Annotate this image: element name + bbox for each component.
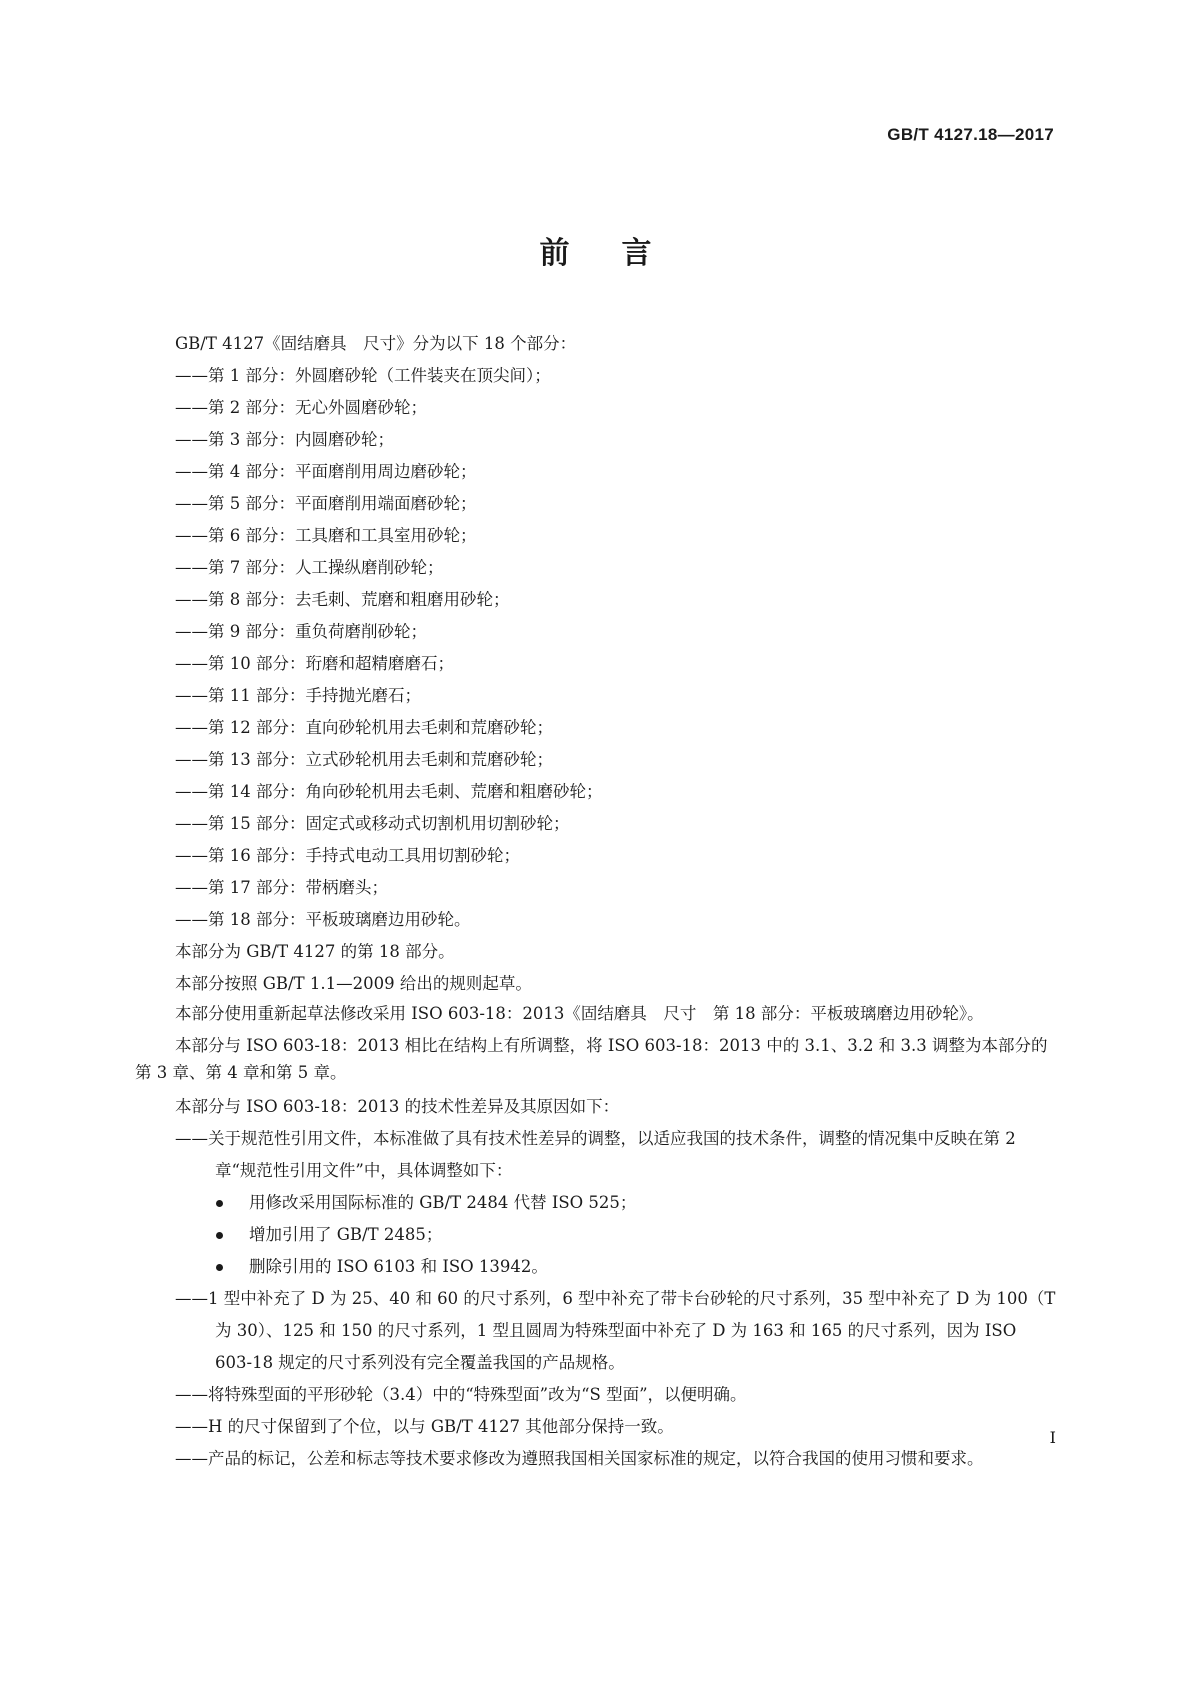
list-item: ——第 12 部分：直向砂轮机用去毛刺和荒磨砂轮； — [175, 718, 553, 737]
list-item: ——第 15 部分：固定式或移动式切割机用切割砂轮； — [175, 814, 570, 833]
list-item: ——第 3 部分：内圆磨砂轮； — [175, 430, 394, 449]
paragraph-technical-differences: 本部分与 ISO 603-18：2013 的技术性差异及其原因如下： — [175, 1097, 620, 1116]
page-title: 前言 — [539, 236, 704, 271]
bullet-text: 删除引用的 ISO 6103 和 ISO 13942。 — [249, 1257, 548, 1276]
paragraph-adoption: 本部分使用重新起草法修改采用 ISO 603-18：2013《固结磨具 尺寸 第 18 部分：平板玻璃磨边用砂轮》。 — [175, 1004, 984, 1023]
document-body — [135, 328, 1057, 1475]
standard-code: GB/T 4127.18—2017 — [887, 125, 1054, 144]
list-item: ——第 6 部分：工具磨和工具室用砂轮； — [175, 526, 477, 545]
difference-text: ——1 型中补充了 D 为 25、40 和 60 的尺寸系列，6 型中补充了带卡台砂轮的尺寸系列，35 型中补充了 D 为 100（T 为 30）、125 和 150 的尺寸系列，1 型且圆周为特殊型面中补充了 D 为 163 和 165 的尺寸系列，因为 ISO 603-18 规定的尺寸系列没有完全覆盖我国的产品规格。 — [175, 1289, 1056, 1372]
bullet-item — [135, 1187, 1057, 1219]
list-item: ——第 17 部分：带柄磨头； — [175, 878, 388, 897]
list-item: ——第 1 部分：外圆磨砂轮（工件装夹在顶尖间）； — [175, 366, 551, 385]
page-number: I — [1049, 1428, 1056, 1447]
list-item: ——第 7 部分：人工操纵磨削砂轮； — [175, 558, 444, 577]
bullet-text: 用修改采用国际标准的 GB/T 2484 代替 ISO 525； — [249, 1193, 637, 1212]
bullet-item — [135, 1251, 1057, 1283]
list-item: ——第 9 部分：重负荷磨削砂轮； — [175, 622, 427, 641]
difference-item — [135, 1123, 1057, 1187]
bullet-dot-icon — [216, 1200, 223, 1207]
paragraph-part-statement: 本部分为 GB/T 4127 的第 18 部分。 — [175, 942, 455, 961]
list-item: ——第 5 部分：平面磨削用端面磨砂轮； — [175, 494, 477, 513]
parts-list — [135, 360, 1057, 936]
intro-paragraph: GB/T 4127《固结磨具 尺寸》分为以下 18 个部分： — [175, 334, 577, 353]
difference-item — [135, 1283, 1057, 1379]
list-item: ——第 8 部分：去毛刺、荒磨和粗磨用砂轮； — [175, 590, 510, 609]
bullet-dot-icon — [216, 1232, 223, 1239]
difference-item — [135, 1443, 1057, 1475]
bullet-text: 增加引用了 GB/T 2485； — [249, 1225, 443, 1244]
bullet-item — [135, 1219, 1057, 1251]
difference-text: ——产品的标记，公差和标志等技术要求修改为遵照我国相关国家标准的规定，以符合我国的使用习惯和要求。 — [175, 1449, 984, 1468]
list-item: ——第 13 部分：立式砂轮机用去毛刺和荒磨砂轮； — [175, 750, 553, 769]
difference-item — [135, 1379, 1057, 1411]
paragraph-structure-changes: 本部分与 ISO 603-18：2013 相比在结构上有所调整，将 ISO 603-18：2013 中的 3.1、3.2 和 3.3 调整为本部分的第 3 章、第 4 章和第 5 章。 — [135, 1036, 1048, 1082]
list-item: ——第 18 部分：平板玻璃磨边用砂轮。 — [175, 910, 471, 929]
list-item: ——第 11 部分：手持抛光磨石； — [175, 686, 421, 705]
list-item: ——第 10 部分：珩磨和超精磨磨石； — [175, 654, 454, 673]
difference-text: ——将特殊型面的平形砂轮（3.4）中的“特殊型面”改为“S 型面”，以便明确。 — [175, 1385, 747, 1404]
difference-item — [135, 1411, 1057, 1443]
list-item: ——第 14 部分：角向砂轮机用去毛刺、荒磨和粗磨砂轮； — [175, 782, 603, 801]
difference-text: ——关于规范性引用文件，本标准做了具有技术性差异的调整，以适应我国的技术条件，调整的情况集中反映在第 2 章“规范性引用文件”中，具体调整如下： — [175, 1129, 1016, 1180]
list-item: ——第 2 部分：无心外圆磨砂轮； — [175, 398, 427, 417]
bullet-dot-icon — [216, 1264, 223, 1271]
difference-text: ——H 的尺寸保留到了个位，以与 GB/T 4127 其他部分保持一致。 — [175, 1417, 674, 1436]
list-item: ——第 4 部分：平面磨削用周边磨砂轮； — [175, 462, 477, 481]
list-item: ——第 16 部分：手持式电动工具用切割砂轮； — [175, 846, 520, 865]
paragraph-drafting-rules: 本部分按照 GB/T 1.1—2009 给出的规则起草。 — [175, 974, 532, 993]
